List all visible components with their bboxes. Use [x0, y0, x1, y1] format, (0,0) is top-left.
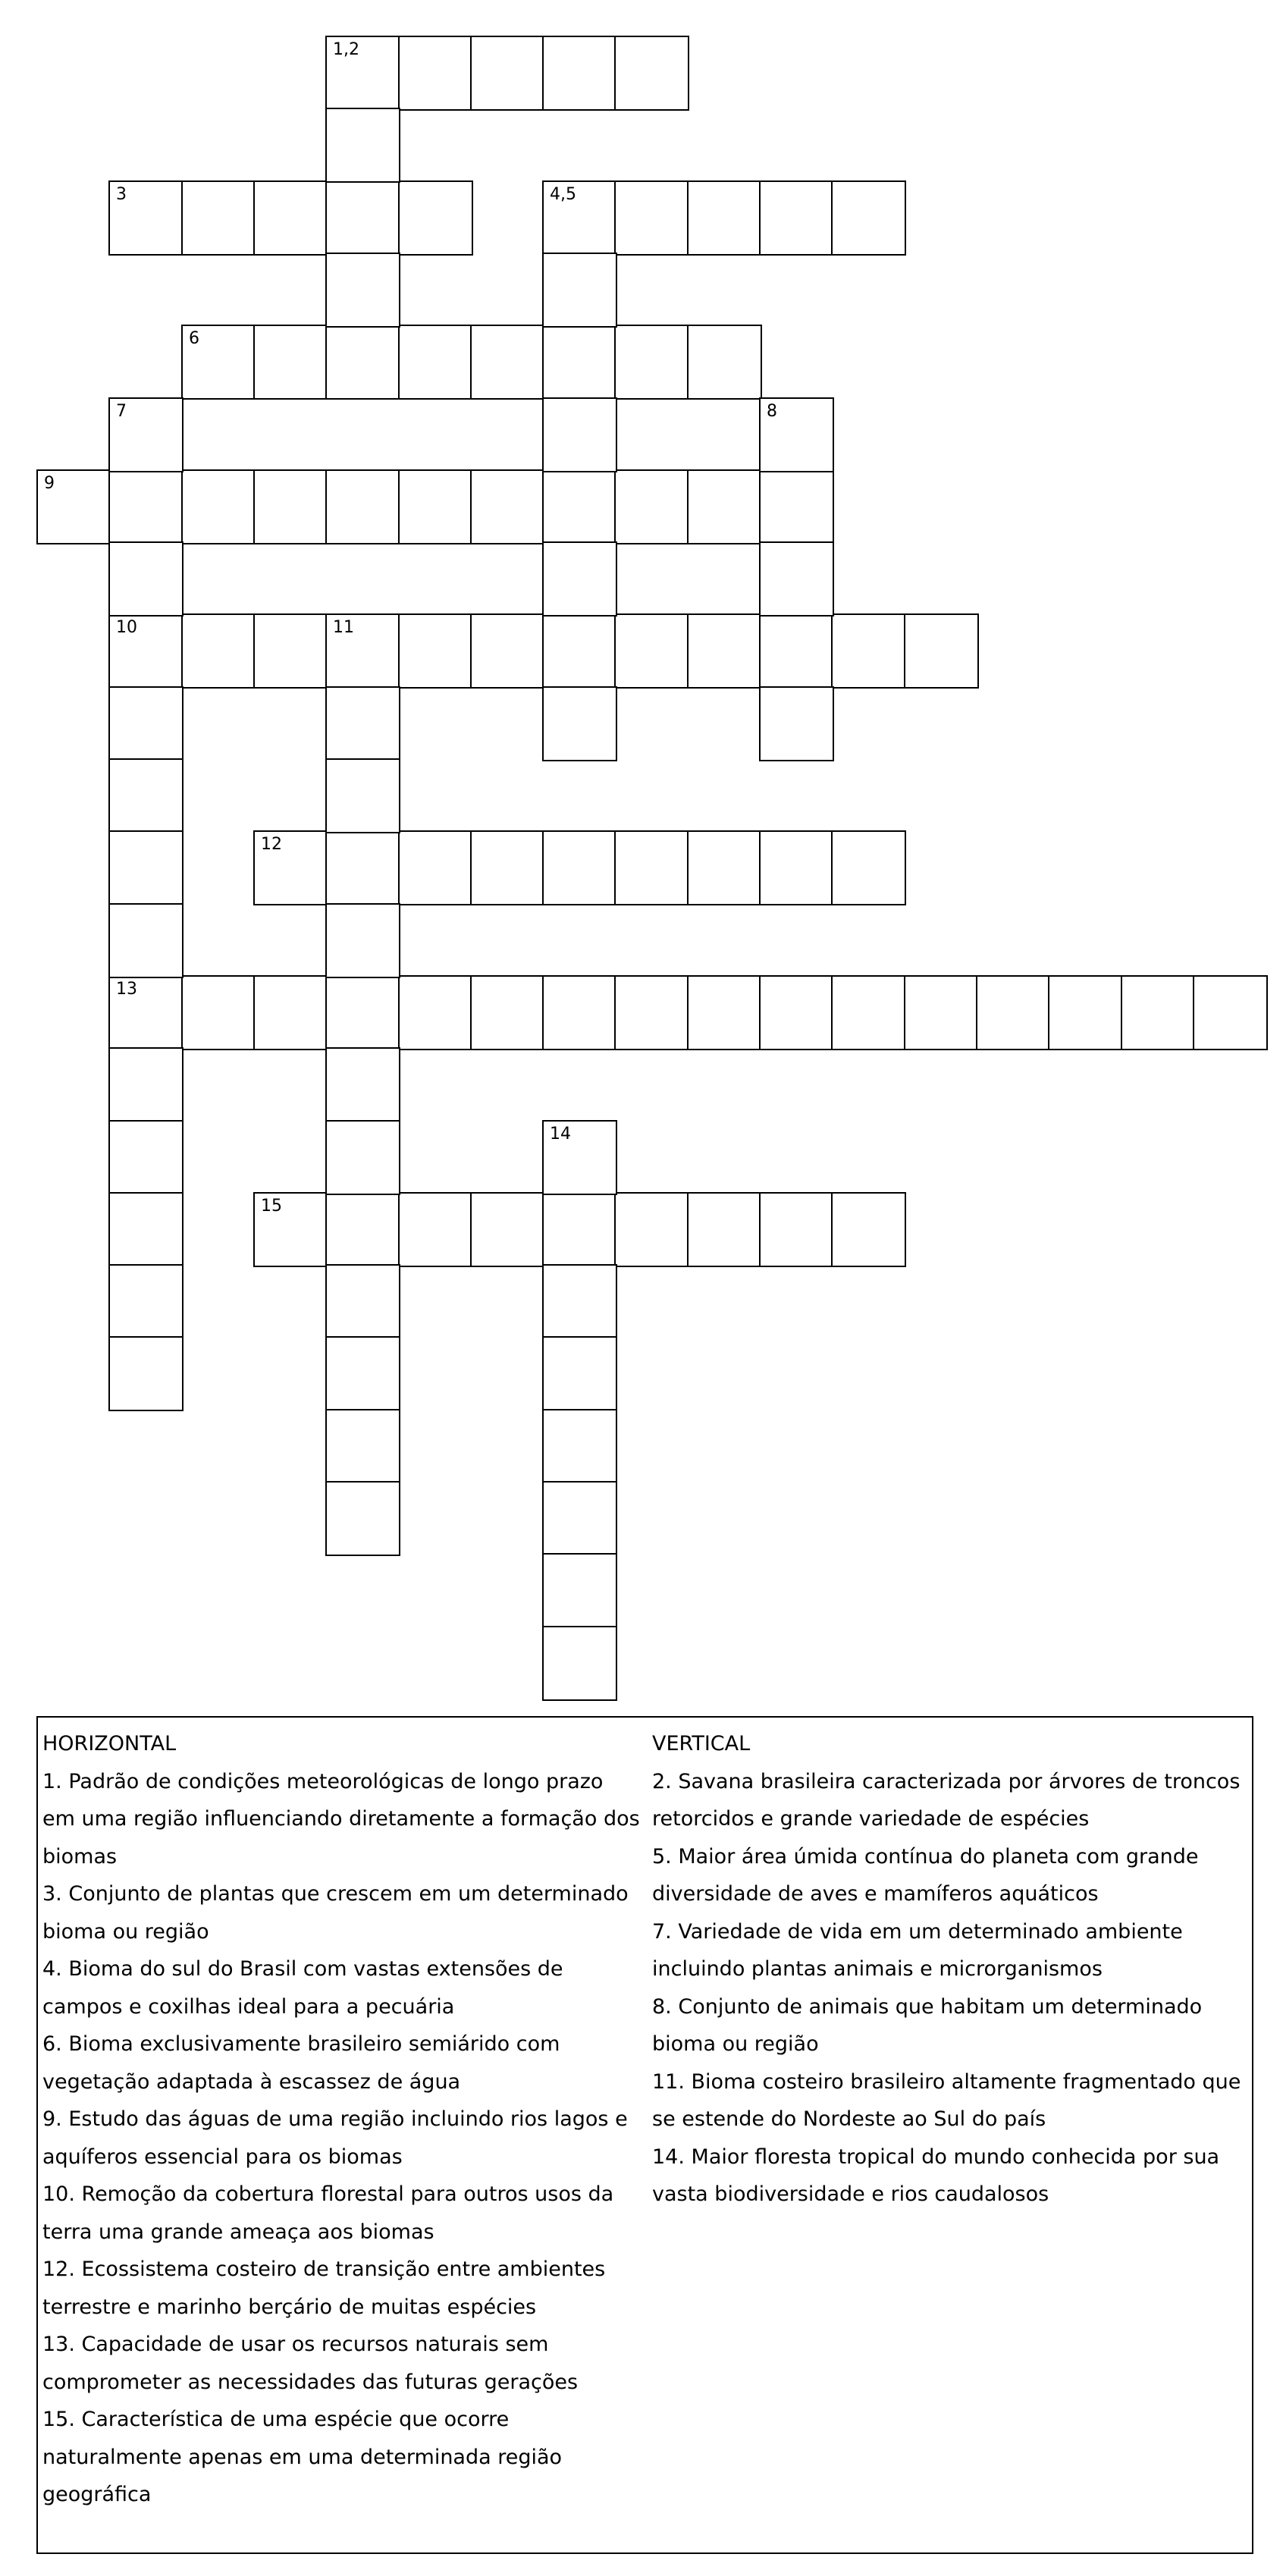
- clue-h3: 3. Conjunto de plantas que crescem em um determinado bioma ou região: [42, 1882, 629, 1944]
- grid-cell[interactable]: [1048, 975, 1123, 1050]
- grid-cell[interactable]: [470, 975, 545, 1050]
- clue-h4: 4. Bioma do sul do Brasil com vastas extensões de campos e coxilhas ideal para a pecuária: [42, 1957, 563, 2019]
- grid-cell[interactable]: [687, 1192, 762, 1267]
- grid-cell[interactable]: [108, 975, 184, 1050]
- clue-v7: 7. Variedade de vida em um determinado ambiente incluindo plantas animais e microrganismos: [652, 1919, 1183, 1981]
- grid-cell[interactable]: [325, 1409, 400, 1484]
- grid-cell[interactable]: [542, 1336, 617, 1411]
- grid-cell[interactable]: [687, 975, 762, 1050]
- grid-cell[interactable]: [108, 903, 184, 978]
- grid-cell[interactable]: [759, 1192, 834, 1267]
- clue-number: 10: [116, 618, 137, 637]
- clue-v2: 2. Savana brasileira caracterizada por árvores de troncos retorcidos e grande variedade de espécies: [652, 1769, 1241, 1831]
- grid-cell[interactable]: [325, 975, 400, 1050]
- grid-cell[interactable]: [687, 469, 762, 544]
- clue-h10: 10. Remoção da cobertura florestal para outros usos da terra uma grande ameaça aos biomas: [42, 2182, 614, 2244]
- grid-cell[interactable]: [470, 830, 545, 905]
- grid-cell[interactable]: [614, 325, 689, 400]
- grid-cell[interactable]: [325, 686, 400, 761]
- grid-cell[interactable]: [398, 36, 473, 111]
- grid-cell[interactable]: [542, 975, 617, 1050]
- grid-cell[interactable]: [108, 613, 184, 689]
- grid-cell[interactable]: [325, 36, 400, 111]
- grid-cell[interactable]: [542, 325, 617, 400]
- grid-cell[interactable]: [542, 180, 617, 256]
- clue-number: 3: [116, 185, 127, 204]
- clue-number: 15: [261, 1197, 282, 1216]
- grid-cell[interactable]: [542, 1553, 617, 1628]
- grid-cell[interactable]: [614, 830, 689, 905]
- grid-cell[interactable]: [108, 1264, 184, 1339]
- grid-cell[interactable]: [253, 613, 328, 689]
- grid-cell[interactable]: [108, 1336, 184, 1411]
- grid-cell[interactable]: [1121, 975, 1196, 1050]
- clue-number: 1,2: [333, 40, 359, 59]
- grid-cell[interactable]: [759, 541, 834, 617]
- grid-cell[interactable]: [325, 1481, 400, 1556]
- grid-cell[interactable]: [542, 253, 617, 328]
- grid-cell[interactable]: [542, 541, 617, 617]
- grid-cell[interactable]: [542, 1264, 617, 1339]
- clue-number: 4,5: [550, 185, 576, 204]
- grid-cell[interactable]: [542, 397, 617, 472]
- horizontal-clues: [42, 1725, 642, 2514]
- grid-cell[interactable]: [108, 686, 184, 761]
- clue-number: 8: [767, 402, 777, 421]
- grid-cell[interactable]: [398, 613, 473, 689]
- grid-cell[interactable]: [542, 1409, 617, 1484]
- grid-cell[interactable]: [542, 469, 617, 544]
- clue-number: 9: [44, 474, 55, 493]
- grid-cell[interactable]: [831, 180, 906, 256]
- grid-cell[interactable]: [108, 469, 184, 544]
- clue-number: 12: [261, 835, 282, 854]
- grid-cell[interactable]: [108, 1047, 184, 1122]
- grid-cell[interactable]: [108, 180, 184, 256]
- grid-cell[interactable]: [253, 1192, 328, 1267]
- grid-cell[interactable]: [614, 36, 689, 111]
- grid-cell[interactable]: [325, 1047, 400, 1122]
- grid-cell[interactable]: [687, 325, 762, 400]
- clue-h6: 6. Bioma exclusivamente brasileiro semiárido com vegetação adaptada à escassez de água: [42, 2032, 560, 2094]
- grid-cell[interactable]: [325, 903, 400, 978]
- grid-cell[interactable]: [253, 325, 328, 400]
- grid-cell[interactable]: [108, 1120, 184, 1195]
- grid-cell[interactable]: [325, 1192, 400, 1267]
- grid-cell[interactable]: [253, 469, 328, 544]
- grid-cell[interactable]: [470, 36, 545, 111]
- grid-cell[interactable]: [108, 541, 184, 617]
- grid-cell[interactable]: [470, 325, 545, 400]
- grid-cell[interactable]: [759, 613, 834, 689]
- grid-cell[interactable]: [759, 975, 834, 1050]
- grid-cell[interactable]: [325, 108, 400, 183]
- grid-cell[interactable]: [542, 36, 617, 111]
- grid-cell[interactable]: [687, 613, 762, 689]
- clue-v14: 14. Maior floresta tropical do mundo conhecida por sua vasta biodiversidade e rios caudalosos: [652, 2145, 1220, 2206]
- grid-cell[interactable]: [325, 613, 400, 689]
- grid-cell[interactable]: [181, 469, 256, 544]
- clue-number: 11: [333, 618, 354, 637]
- grid-cell[interactable]: [253, 180, 328, 256]
- grid-cell[interactable]: [614, 469, 689, 544]
- grid-cell[interactable]: [470, 469, 545, 544]
- grid-cell[interactable]: [325, 830, 400, 905]
- grid-cell[interactable]: [325, 253, 400, 328]
- grid-cell[interactable]: [36, 469, 111, 544]
- grid-cell[interactable]: [253, 830, 328, 905]
- grid-cell[interactable]: [325, 758, 400, 833]
- grid-cell[interactable]: [253, 975, 328, 1050]
- clue-v11: 11. Bioma costeiro brasileiro altamente fragmentado que se estende do Nordeste ao Sul do país: [652, 2069, 1241, 2131]
- grid-cell[interactable]: [398, 469, 473, 544]
- vertical-clues: [652, 1725, 1251, 2214]
- vertical-title: VERTICAL: [652, 1732, 751, 1756]
- grid-cell[interactable]: [181, 180, 256, 256]
- grid-cell[interactable]: [325, 1264, 400, 1339]
- grid-cell[interactable]: [470, 613, 545, 689]
- grid-cell[interactable]: [542, 686, 617, 761]
- grid-cell[interactable]: [325, 325, 400, 400]
- grid-cell[interactable]: [325, 1120, 400, 1195]
- clue-v8: 8. Conjunto de animais que habitam um determinado bioma ou região: [652, 1994, 1203, 2056]
- grid-cell[interactable]: [831, 975, 906, 1050]
- grid-cell[interactable]: [542, 1626, 617, 1701]
- grid-cell[interactable]: [542, 1192, 617, 1267]
- grid-cell[interactable]: [614, 1192, 689, 1267]
- grid-cell[interactable]: [108, 397, 184, 472]
- grid-cell[interactable]: [614, 975, 689, 1050]
- grid-cell[interactable]: [976, 975, 1051, 1050]
- grid-cell[interactable]: [181, 613, 256, 689]
- clue-h13: 13. Capacidade de usar os recursos naturais sem comprometer as necessidades das futuras gerações: [42, 2333, 579, 2394]
- horizontal-title: HORIZONTAL: [42, 1732, 177, 1756]
- grid-cell[interactable]: [831, 1192, 906, 1267]
- clue-v5: 5. Maior área úmida contínua do planeta com grande diversidade de aves e mamíferos aquáticos: [652, 1844, 1199, 1906]
- clue-h9: 9. Estudo das águas de uma região incluindo rios lagos e aquíferos essencial para os biomas: [42, 2107, 628, 2169]
- clue-h12: 12. Ecossistema costeiro de transição entre ambientes terrestre e marinho berçário de muitas espécies: [42, 2258, 606, 2319]
- grid-cell[interactable]: [325, 180, 400, 256]
- grid-cell[interactable]: [470, 1192, 545, 1267]
- grid-cell[interactable]: [614, 613, 689, 689]
- grid-cell[interactable]: [325, 469, 400, 544]
- grid-cell[interactable]: [542, 1120, 617, 1195]
- grid-cell[interactable]: [108, 758, 184, 833]
- grid-cell[interactable]: [687, 830, 762, 905]
- grid-cell[interactable]: [687, 180, 762, 256]
- grid-cell[interactable]: [759, 469, 834, 544]
- grid-cell[interactable]: [831, 830, 906, 905]
- grid-cell[interactable]: [398, 975, 473, 1050]
- grid-cell[interactable]: [181, 975, 256, 1050]
- grid-cell[interactable]: [398, 830, 473, 905]
- grid-cell[interactable]: [759, 686, 834, 761]
- grid-cell[interactable]: [831, 613, 906, 689]
- clue-number: 7: [116, 402, 127, 421]
- grid-cell[interactable]: [108, 1192, 184, 1267]
- clue-number: 13: [116, 980, 137, 999]
- clue-h1: 1. Padrão de condições meteorológicas de longo prazo em uma região influenciando diretamente a formação dos biomas: [42, 1769, 640, 1868]
- grid-cell[interactable]: [759, 180, 834, 256]
- grid-cell[interactable]: [542, 613, 617, 689]
- grid-cell[interactable]: [181, 325, 256, 400]
- grid-cell[interactable]: [108, 830, 184, 905]
- grid-cell[interactable]: [759, 830, 834, 905]
- grid-cell[interactable]: [1193, 975, 1268, 1050]
- grid-cell[interactable]: [542, 830, 617, 905]
- grid-cell[interactable]: [904, 975, 979, 1050]
- grid-cell[interactable]: [542, 1481, 617, 1556]
- clue-number: 6: [189, 329, 199, 348]
- clue-h15: 15. Característica de uma espécie que ocorre naturalmente apenas em uma determinada região geográfica: [42, 2408, 563, 2506]
- grid-cell[interactable]: [398, 325, 473, 400]
- grid-cell[interactable]: [904, 613, 979, 689]
- grid-cell[interactable]: [759, 397, 834, 472]
- grid-cell[interactable]: [325, 1336, 400, 1411]
- clues-box: [36, 1716, 1253, 2554]
- grid-cell[interactable]: [398, 1192, 473, 1267]
- grid-cell[interactable]: [398, 180, 473, 256]
- grid-cell[interactable]: [614, 180, 689, 256]
- clue-number: 14: [550, 1125, 571, 1144]
